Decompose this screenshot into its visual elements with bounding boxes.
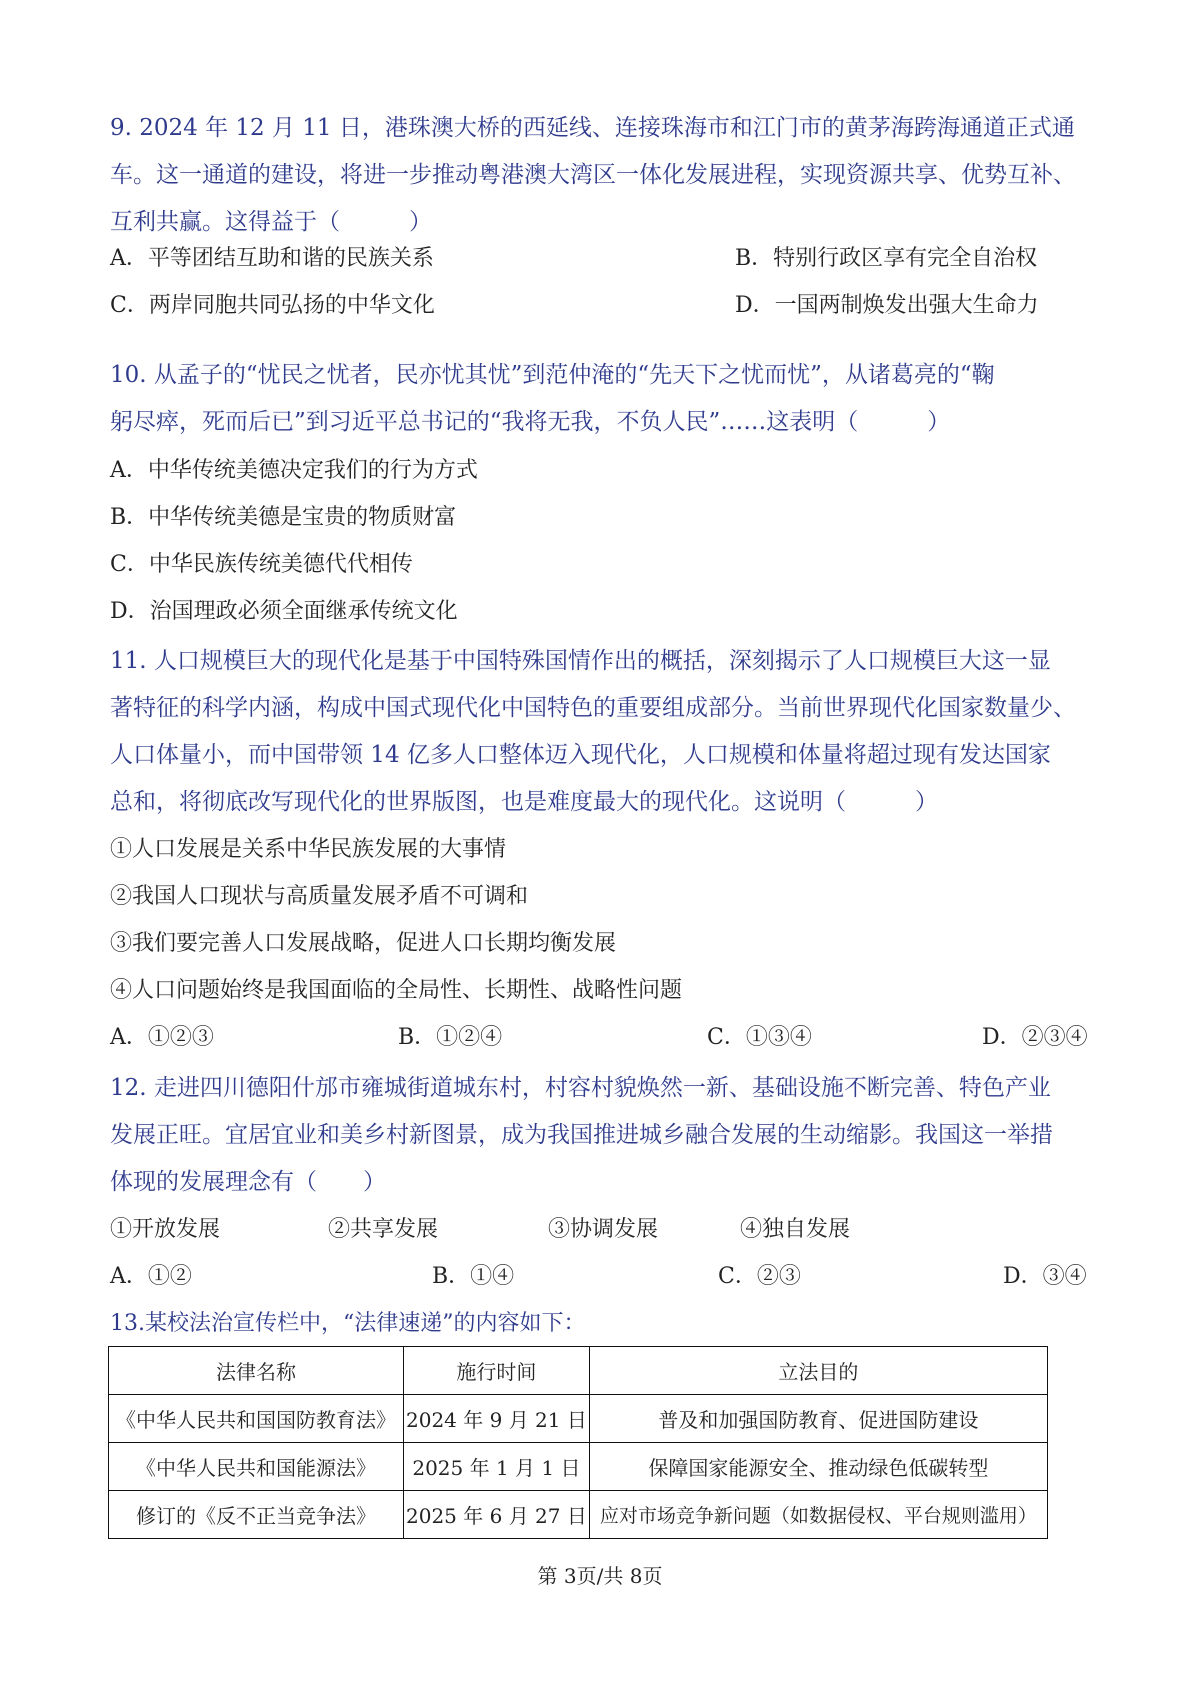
cell-effective-date: 2025 年 1 月 1 日	[404, 1443, 590, 1491]
q12-option-d: D．③④	[1003, 1264, 1087, 1289]
table-row	[109, 1395, 1048, 1443]
stem-line: 11. 人口规模巨大的现代化是基于中国特殊国情作出的概括，深刻揭示了人口规模巨大这一显	[110, 648, 1051, 674]
q12-option-c: C．②③	[718, 1264, 801, 1289]
stem-line: 9. 2024 年 12 月 11 日，港珠澳大桥的西延线、连接珠海市和江门市的黄茅海跨海通道正式通	[110, 115, 1075, 141]
stem-line: 13.某校法治宣传栏中，“法律速递”的内容如下：	[110, 1311, 586, 1336]
question-12-stem	[110, 1065, 1100, 1206]
q10-option-b: B．中华传统美德是宝贵的物质财富	[110, 505, 457, 530]
q12-statement-4: ④独自发展	[740, 1217, 851, 1242]
q11-statement-2: ②我国人口现状与高质量发展矛盾不可调和	[110, 884, 529, 909]
q11-option-d: D．②③④	[982, 1025, 1088, 1050]
question-9-stem	[110, 105, 1100, 246]
q9-option-c: C．两岸同胞共同弘扬的中华文化	[110, 293, 435, 318]
header-purpose: 立法目的	[589, 1347, 1047, 1395]
q12-option-a: A．①②	[110, 1264, 192, 1289]
stem-line: 互利共赢。这得益于（ ）	[110, 209, 432, 235]
q12-statement-2: ②共享发展	[328, 1217, 439, 1242]
cell-purpose: 应对市场竞争新问题（如数据侵权、平台规则滥用）	[589, 1491, 1047, 1539]
stem-line: 总和，将彻底改写现代化的世界版图，也是难度最大的现代化。这说明（ ）	[110, 789, 938, 815]
q9-option-a: A．平等团结互助和谐的民族关系	[110, 246, 434, 271]
q10-option-d: D．治国理政必须全面继承传统文化	[110, 599, 458, 624]
cell-effective-date: 2024 年 9 月 21 日	[404, 1395, 590, 1443]
stem-line: 12. 走进四川德阳什邡市雍城街道城东村，村容村貌焕然一新、基础设施不断完善、特色产业	[110, 1075, 1051, 1101]
q10-option-c: C．中华民族传统美德代代相传	[110, 552, 413, 577]
cell-effective-date: 2025 年 6 月 27 日	[404, 1491, 590, 1539]
question-10-stem	[110, 352, 1100, 446]
cell-law-name: 修订的《反不正当竞争法》	[109, 1491, 404, 1539]
stem-line: 体现的发展理念有（ ）	[110, 1169, 386, 1195]
stem-line: 发展正旺。宜居宜业和美乡村新图景，成为我国推进城乡融合发展的生动缩影。我国这一举措	[110, 1122, 1053, 1148]
q11-statement-4: ④人口问题始终是我国面临的全局性、长期性、战略性问题	[110, 978, 683, 1003]
table-header-row	[109, 1347, 1048, 1395]
table-row	[109, 1491, 1048, 1539]
q12-option-b: B．①④	[432, 1264, 515, 1289]
q11-option-b: B．①②④	[398, 1025, 503, 1050]
cell-law-name: 《中华人民共和国能源法》	[109, 1443, 404, 1491]
stem-line: 车。这一通道的建设，将进一步推动粤港澳大湾区一体化发展进程，实现资源共享、优势互补、	[110, 162, 1076, 188]
question-13-stem	[110, 1306, 1100, 1342]
q12-statement-3: ③协调发展	[548, 1217, 659, 1242]
q11-statement-3: ③我们要完善人口发展战略，促进人口长期均衡发展	[110, 931, 617, 956]
q9-option-b: B．特别行政区享有完全自治权	[735, 246, 1038, 271]
stem-line: 10. 从孟子的“忧民之忧者，民亦忧其忧”到范仲淹的“先天下之忧而忧”，从诸葛亮的“鞠	[110, 362, 995, 388]
stem-line: 躬尽瘁，死而后已”到习近平总书记的“我将无我，不负人民”……这表明（ ）	[110, 409, 951, 435]
question-11-stem	[110, 638, 1100, 826]
stem-line: 人口体量小，而中国带领 14 亿多人口整体迈入现代化，人口规模和体量将超过现有发达国家	[110, 742, 1051, 768]
law-table	[108, 1346, 1048, 1539]
cell-law-name: 《中华人民共和国国防教育法》	[109, 1395, 404, 1443]
q11-option-c: C．①③④	[707, 1025, 812, 1050]
q9-option-d: D．一国两制焕发出强大生命力	[735, 293, 1039, 318]
q12-statement-1: ①开放发展	[110, 1217, 221, 1242]
q11-statement-1: ①人口发展是关系中华民族发展的大事情	[110, 837, 507, 862]
q10-option-a: A．中华传统美德决定我们的行为方式	[110, 458, 478, 483]
cell-purpose: 保障国家能源安全、推动绿色低碳转型	[589, 1443, 1047, 1491]
page-number: 第 3页/共 8页	[537, 1564, 663, 1588]
q11-option-a: A．①②③	[110, 1025, 214, 1050]
header-effective-date: 施行时间	[404, 1347, 590, 1395]
stem-line: 著特征的科学内涵，构成中国式现代化中国特色的重要组成部分。当前世界现代化国家数量少、	[110, 695, 1076, 721]
cell-purpose: 普及和加强国防教育、促进国防建设	[589, 1395, 1047, 1443]
table-row	[109, 1443, 1048, 1491]
header-law-name: 法律名称	[109, 1347, 404, 1395]
